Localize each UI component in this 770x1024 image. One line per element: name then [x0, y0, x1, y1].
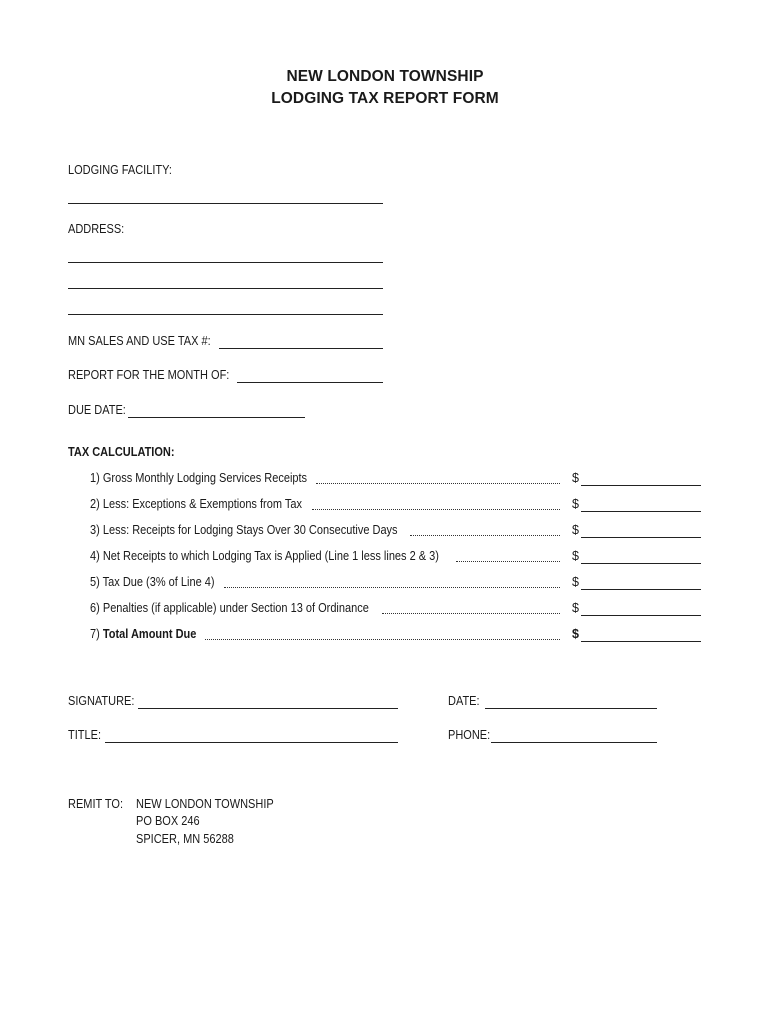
tax-row-7-text: [90, 627, 196, 641]
tax-row-3-num: 3): [90, 523, 100, 537]
tax-row-3-label: Less: Receipts for Lodging Stays Over 30 Consecutive Days: [102, 523, 398, 537]
date-label: DATE:: [448, 694, 480, 708]
tax-row-5-leader: [224, 587, 560, 588]
due-date-label: DUE DATE:: [68, 403, 126, 417]
address-line-3[interactable]: [68, 314, 383, 315]
tax-row-4-label: Net Receipts to which Lodging Tax is Applied (Line 1 less lines 2 & 3): [102, 549, 439, 563]
tax-row-4-dollar: $: [572, 549, 579, 563]
remit-name: NEW LONDON TOWNSHIP: [136, 797, 274, 811]
tax-row-4-amount-field[interactable]: [581, 563, 701, 564]
remit-po-box: PO BOX 246: [136, 814, 200, 828]
tax-row-2-text: [90, 497, 302, 511]
tax-row-2-leader: [312, 509, 560, 510]
tax-number-label: MN SALES AND USE TAX #:: [68, 334, 211, 348]
date-field[interactable]: [485, 708, 657, 709]
address-line-1[interactable]: [68, 262, 383, 263]
tax-row-6-text: [90, 601, 369, 615]
tax-row-6-dollar: $: [572, 601, 579, 615]
tax-row-6-num: 6): [90, 601, 100, 615]
tax-row-3-amount-field[interactable]: [581, 537, 701, 538]
lodging-facility-label: LODGING FACILITY:: [68, 163, 172, 177]
phone-field[interactable]: [491, 742, 657, 743]
tax-calculation-heading: TAX CALCULATION:: [68, 445, 175, 459]
signature-field[interactable]: [138, 708, 398, 709]
lodging-facility-field[interactable]: [68, 203, 383, 204]
tax-row-1-leader: [316, 483, 560, 484]
tax-row-1-dollar: $: [572, 471, 579, 485]
tax-row-3-leader: [410, 535, 560, 536]
tax-row-1-amount-field[interactable]: [581, 485, 701, 486]
tax-row-5-dollar: $: [572, 575, 579, 589]
title-field[interactable]: [105, 742, 398, 743]
report-month-field[interactable]: [237, 382, 383, 383]
tax-row-5-num: 5): [90, 575, 100, 589]
tax-row-3-dollar: $: [572, 523, 579, 537]
tax-row-7-dollar: $: [572, 627, 579, 641]
tax-row-7-amount-field[interactable]: [581, 641, 701, 642]
tax-row-1-num: 1): [90, 471, 100, 485]
tax-row-4-num: 4): [90, 549, 100, 563]
form-title-line2: LODGING TAX REPORT FORM: [271, 90, 499, 107]
tax-row-6-leader: [382, 613, 560, 614]
phone-label: PHONE:: [448, 728, 491, 742]
signature-label: SIGNATURE:: [68, 694, 135, 708]
tax-row-5-amount-field[interactable]: [581, 589, 701, 590]
remit-city: SPICER, MN 56288: [136, 832, 234, 846]
tax-row-3-text: [90, 523, 398, 537]
address-label: ADDRESS:: [68, 222, 125, 236]
tax-row-2-dollar: $: [572, 497, 579, 511]
tax-row-6-label: Penalties (if applicable) under Section 13 of Ordinance: [102, 601, 369, 615]
tax-row-7-label: Total Amount Due: [102, 627, 197, 641]
due-date-field[interactable]: [128, 417, 305, 418]
form-title-line1: NEW LONDON TOWNSHIP: [286, 68, 484, 85]
tax-row-2-amount-field[interactable]: [581, 511, 701, 512]
remit-to-label: REMIT TO:: [68, 797, 124, 811]
tax-row-2-num: 2): [90, 497, 100, 511]
tax-row-5-text: [90, 575, 215, 589]
tax-row-1-text: [90, 471, 307, 485]
tax-row-1-label: Gross Monthly Lodging Services Receipts: [102, 471, 308, 485]
tax-row-6-amount-field[interactable]: [581, 615, 701, 616]
address-line-2[interactable]: [68, 288, 383, 289]
tax-row-4-text: [90, 549, 439, 563]
tax-row-7-num: 7): [90, 627, 100, 641]
tax-row-7-leader: [205, 639, 560, 640]
tax-row-4-leader: [456, 561, 560, 562]
report-month-label: REPORT FOR THE MONTH OF:: [68, 368, 230, 382]
tax-row-2-label: Less: Exceptions & Exemptions from Tax: [102, 497, 302, 511]
tax-number-field[interactable]: [219, 348, 383, 349]
title-label: TITLE:: [68, 728, 102, 742]
tax-row-5-label: Tax Due (3% of Line 4): [102, 575, 215, 589]
